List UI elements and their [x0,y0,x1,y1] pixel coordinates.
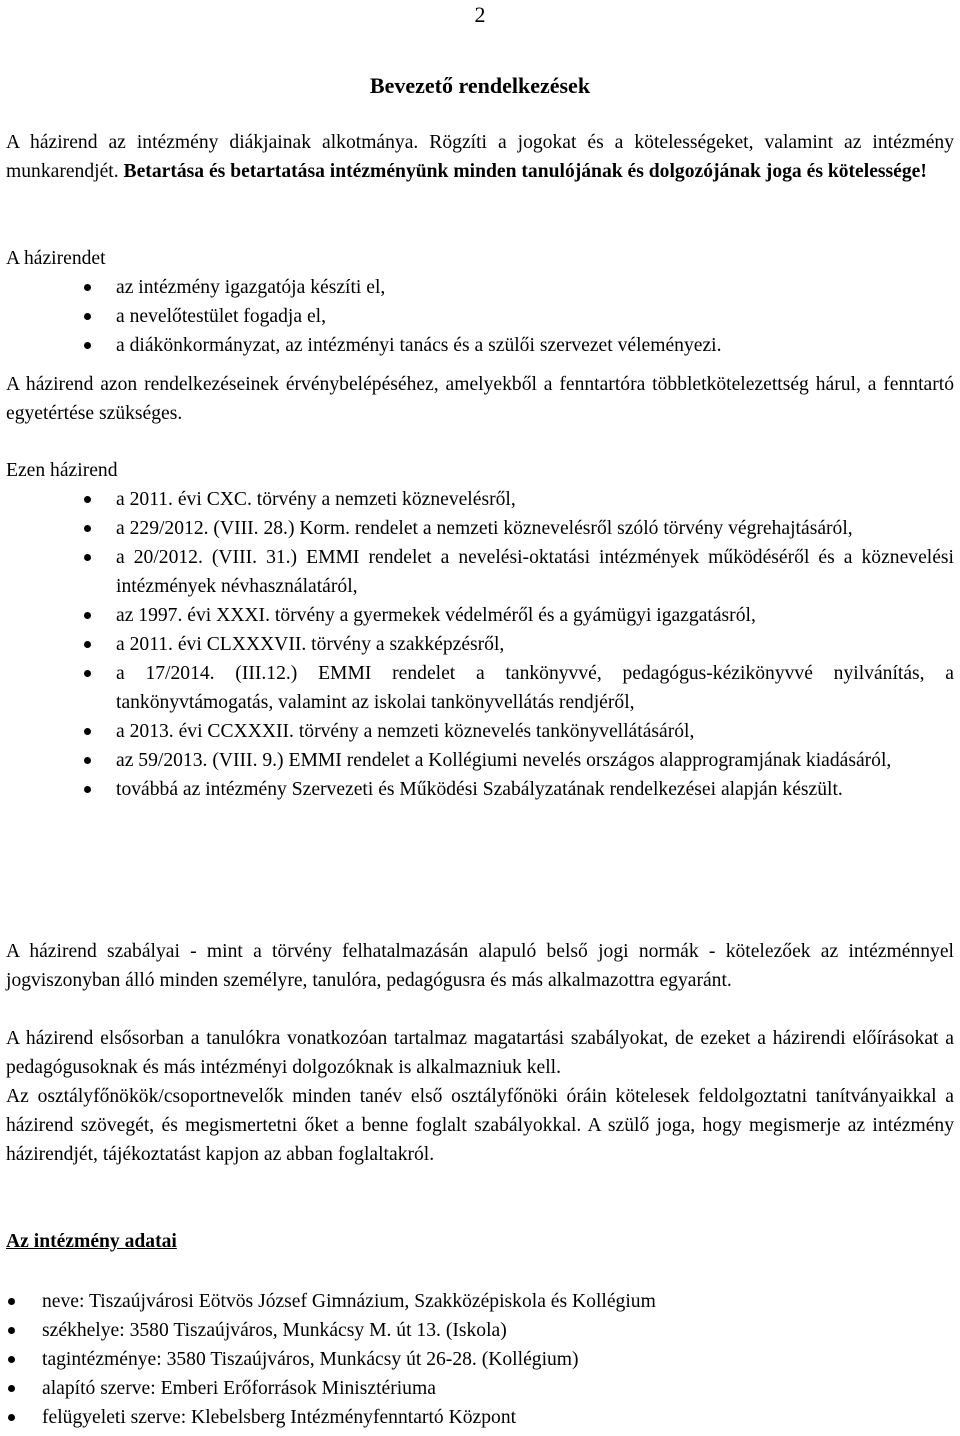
ezen-list [6,485,954,804]
list-item: a 20/2012. (VIII. 31.) EMMI rendelet a nevelési-oktatási intézmények működéséről és a köznevelési intézmények névhasználatáról, [6,543,954,601]
ezen-lead: Ezen házirend [6,460,118,481]
adatok-section [6,1287,954,1432]
list-item: az 59/2013. (VIII. 9.) EMMI rendelet a Kollégiumi nevelés országos alapprogramjának kiadásáról, [6,746,954,775]
hazirendet-list [6,273,954,360]
list-item: a 2011. évi CLXXXVII. törvény a szakképzésről, [6,630,954,659]
intro-text: A házirend az intézmény diákjainak alkotmánya. Rögzíti a jogokat és a kötelességeket, valamint az intézmény munkarendjét. [6,132,954,182]
list-item: az intézmény igazgatója készíti el, [6,273,954,302]
adatok-list [6,1287,954,1432]
page-number: 2 [474,2,486,27]
list-item: tagintézménye: 3580 Tiszaújváros, Munkácsy út 26-28. (Kollégium) [6,1345,954,1374]
list-item: a diákönkormányzat, az intézményi tanács és a szülői szervezet véleményezi. [6,331,954,360]
paragraph-elsosorban: A házirend elsősorban a tanulókra vonatkozóan tartalmaz magatartási szabályokat, de ezeket a házirendi előírásokat a pedagógusoknak és más intézményi dolgozóknak is alkalmazniuk kell. [6,1028,954,1078]
hazirendet-section [6,244,954,360]
adatok-heading [6,1227,954,1256]
list-item: a 2011. évi CXC. törvény a nemzeti köznevelésről, [6,485,954,514]
list-item: a 17/2014. (III.12.) EMMI rendelet a tankönyvvé, pedagógus-kézikönyvvé nyilvánítás, a tankönyvtámogatás, valamint az iskolai tankönyvellátás rendjéről, [6,659,954,717]
list-item: továbbá az intézmény Szervezeti és Működési Szabályzatának rendelkezései alapján készült. [6,775,954,804]
list-item: felügyeleti szerve: Klebelsberg Intézményfenntartó Központ [6,1403,954,1432]
list-item: neve: Tiszaújvárosi Eötvös József Gimnázium, Szakközépiskola és Kollégium [6,1287,954,1316]
list-item: a 229/2012. (VIII. 28.) Korm. rendelet a nemzeti köznevelésről szóló törvény végrehajtásáról, [6,514,954,543]
list-item: az 1997. évi XXXI. törvény a gyermekek védelméről és a gyámügyi igazgatásról, [6,601,954,630]
list-item: a nevelőtestület fogadja el, [6,302,954,331]
list-item: székhelye: 3580 Tiszaújváros, Munkácsy M. út 13. (Iskola) [6,1316,954,1345]
intro-bold-text: Betartása és betartatása intézményünk minden tanulójának és dolgozójának joga és kötelessége! [123,161,927,182]
hazirendet-lead: A házirendet [6,248,106,269]
intro-paragraph [6,128,954,186]
list-item: alapító szerve: Emberi Erőforrások Minisztériuma [6,1374,954,1403]
fenntarto-paragraph: A házirend azon rendelkezéseinek érvénybelépéséhez, amelyekből a fenntartóra többletkötelezettség hárul, a fenntartó egyetértése szükséges. [6,374,954,424]
ezen-section [6,456,954,804]
section-title: Bevezető rendelkezések [369,73,591,98]
paragraph-osztalyfonokok: Az osztályfőnökök/csoportnevelők minden tanév első osztályfőnöki óráin kötelesek feldolgoztatni tanítványaikkal a házirend szövegét, és megismertetni őket a benne foglalt szabályokkal. A szülő joga, hogy megismerje az intézmény házirendjét, tájékoztatást kapjon az abban foglaltakról. [6,1086,954,1165]
paragraph-szabalyai: A házirend szabályai - mint a törvény felhatalmazásán alapuló belső jogi normák - kötelezőek az intézménnyel jogviszonyban álló minden személyre, tanulóra, pedagógusra és más alkalmazottra egyaránt. [6,941,954,991]
list-item: a 2013. évi CCXXXII. törvény a nemzeti köznevelés tankönyvellátásáról, [6,717,954,746]
adatok-heading-text: Az intézmény adatai [6,1231,177,1252]
